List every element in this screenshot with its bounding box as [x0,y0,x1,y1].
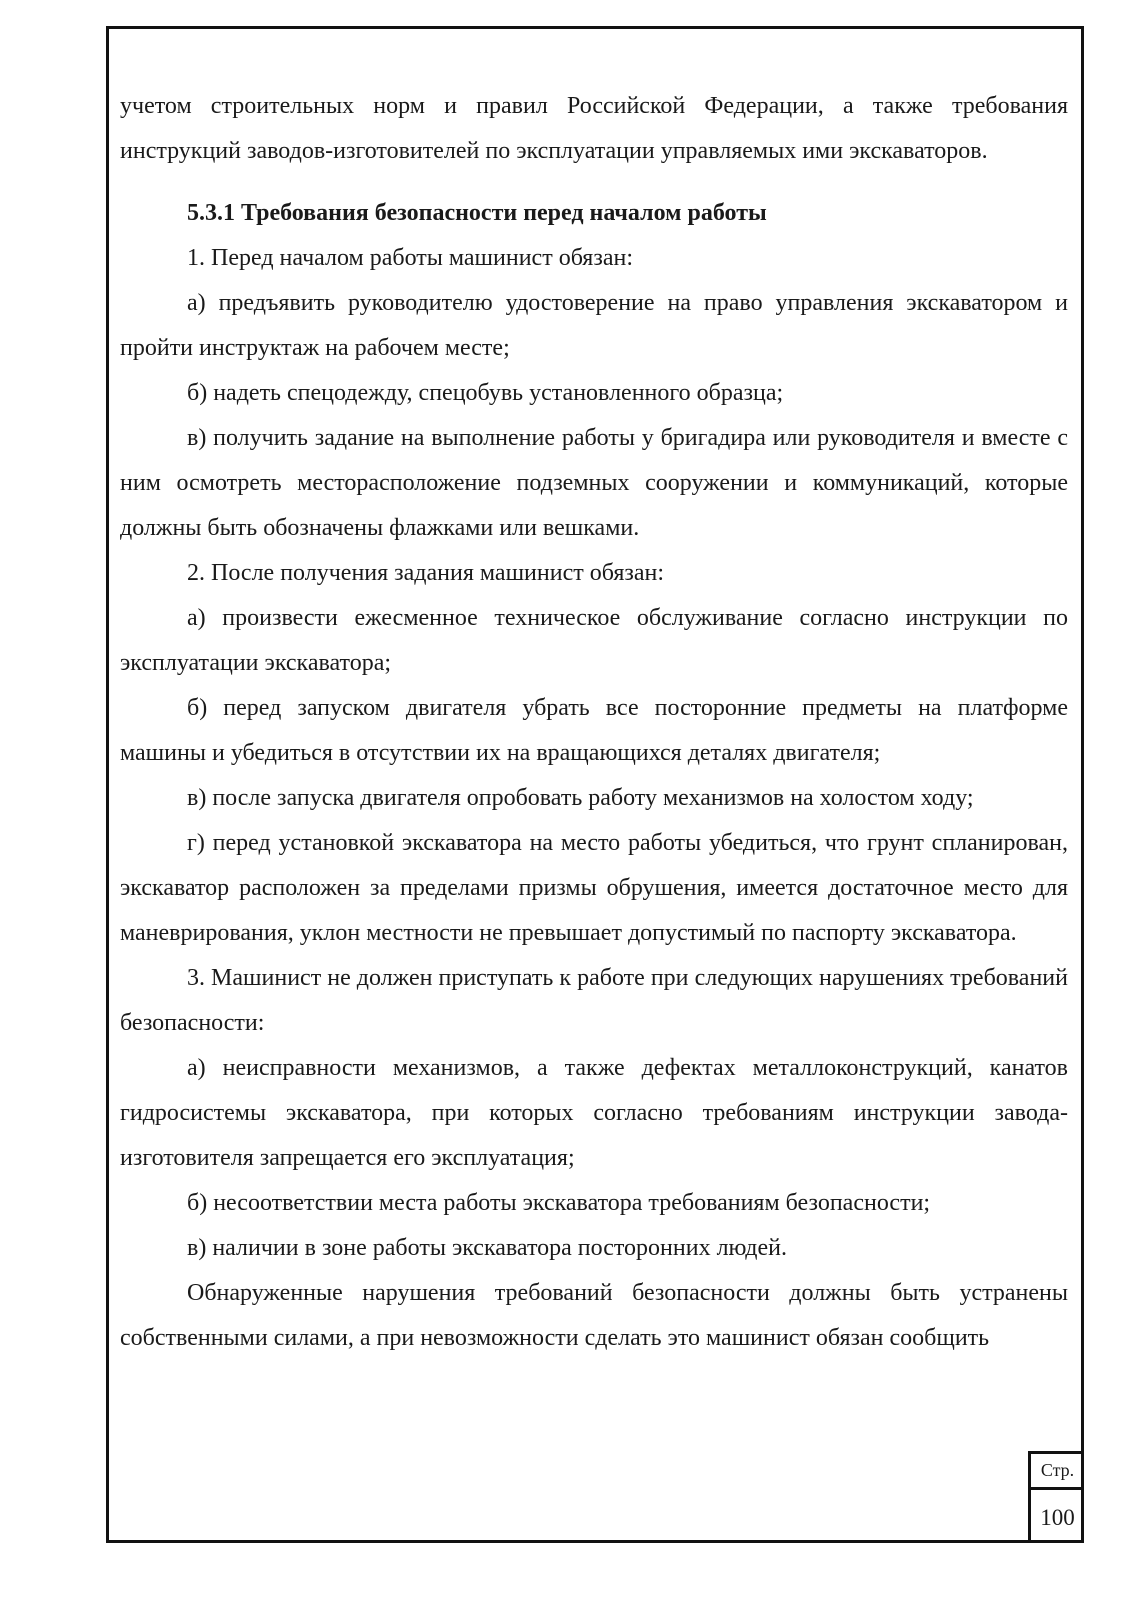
paragraph-item-3a: а) неисправности механизмов, а также дефектах металлоконструкций, канатов гидросистемы экскаватора, при которых согласно требованиям инструкции завода-изготовителя запрещается его эксплуатация; [120,1055,1068,1171]
document-body [120,84,1068,1361]
paragraph-item-1: 1. Перед началом работы машинист обязан: [187,245,633,271]
paragraph-closing: Обнаруженные нарушения требований безопасности должны быть устранены собственными силами, а при невозможности сделать это машинист обязан сообщить [120,1280,1068,1351]
paragraph-item-1a: а) предъявить руководителю удостоверение на право управления экскаватором и пройти инструктаж на рабочем месте; [120,290,1068,361]
section-heading: 5.3.1 Требования безопасности перед началом работы [187,200,767,226]
paragraph-item-3b: б) несоответствии места работы экскаватора требованиям безопасности; [187,1190,931,1216]
paragraph-item-1b: б) надеть спецодежду, спецобувь установленного образца; [187,380,784,406]
paragraph-item-3: 3. Машинист не должен приступать к работе при следующих нарушениях требований безопасности: [120,965,1068,1036]
paragraph-item-2d: г) перед установкой экскаватора на место работы убедиться, что грунт спланирован, экскаватор расположен за пределами призмы обрушения, имеется достаточное место для маневрирования, уклон местности не превышает допустимый по паспорту экскаватора. [120,830,1068,946]
paragraph-item-2b: б) перед запуском двигателя убрать все посторонние предметы на платформе машины и убедиться в отсутствии их на вращающихся деталях двигателя; [120,695,1068,766]
paragraph-item-2c: в) после запуска двигателя опробовать работу механизмов на холостом ходу; [187,785,974,811]
paragraph-continuation: учетом строительных норм и правил Российской Федерации, а также требования инструкций заводов-изготовителей по эксплуатации управляемых ими экскаваторов. [120,93,1068,164]
paragraph-item-1c: в) получить задание на выполнение работы у бригадира или руководителя и вместе с ним осмотреть месторасположение подземных сооружении и коммуникаций, которые должны быть обозначены флажками или вешками. [120,425,1068,541]
paragraph-item-3c: в) наличии в зоне работы экскаватора посторонних людей. [187,1235,787,1261]
page-number-stamp [1028,1451,1084,1543]
paragraph-item-2: 2. После получения задания машинист обязан: [187,560,665,586]
page-label: Стр. [1031,1454,1084,1490]
page-number: 100 [1040,1505,1075,1530]
paragraph-item-2a: а) произвести ежесменное техническое обслуживание согласно инструкции по эксплуатации экскаватора; [120,605,1068,676]
